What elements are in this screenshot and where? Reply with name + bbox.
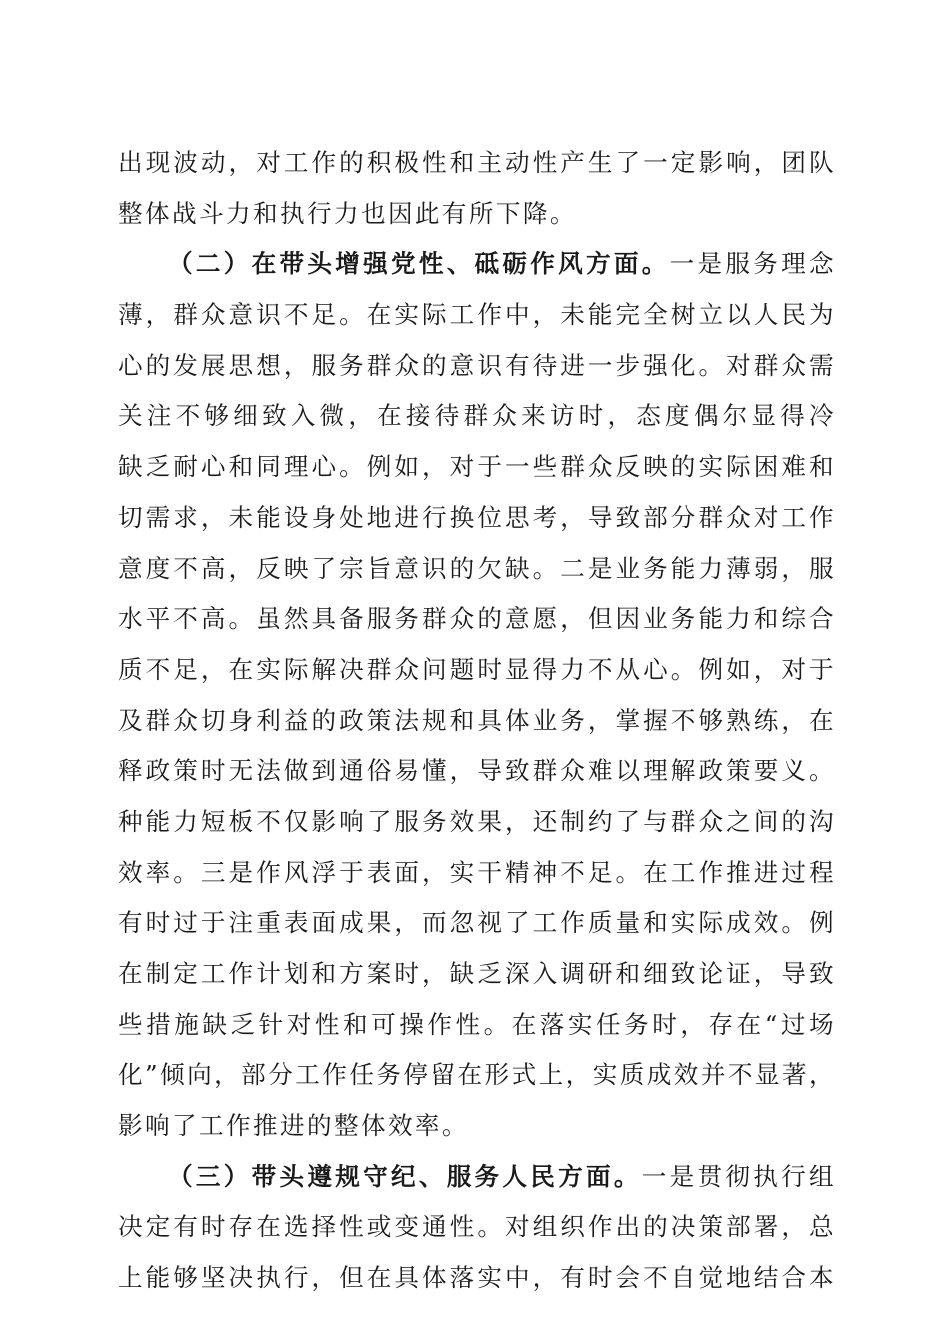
paragraph-line: 种能力短板不仅影响了服务效果，还制约了与群众之间的沟 [118,806,836,836]
paragraph-line: 及群众切身利益的政策法规和具体业务，掌握不够熟练，在 [118,705,836,735]
paragraph-line: 上能够坚决执行，但在具体落实中，有时会不自觉地结合本 [118,1263,836,1293]
paragraph-line: 效率。三是作风浮于表面，实干精神不足。在工作推进过程 [118,857,836,887]
paragraph-line: 释政策时无法做到通俗易懂，导致群众难以理解政策要义。 [118,756,836,786]
paragraph-line: 关注不够细致入微，在接待群众来访时，态度偶尔显得冷 [118,401,836,431]
paragraph-line-start: 一是贯彻执行组 [641,1161,836,1191]
paragraph-line: 心的发展思想，服务群众的意识有待进一步强化。对群众需 [118,350,836,380]
paragraph-line: 整体战斗力和执行力也因此有所下降。 [118,198,577,228]
paragraph-line: 出现波动，对工作的积极性和主动性产生了一定影响，团队 [118,148,836,177]
paragraph-line: 缺乏耐心和同理心。例如，对于一些群众反映的实际困难和 [118,452,836,482]
section-heading-line [118,1152,836,1203]
paragraph-line: 切需求，未能设身处地进行换位思考，导致部分群众对工作 [118,502,836,532]
paragraph-line: 在制定工作计划和方案时，缺乏深入调研和细致论证，导致 [118,959,836,988]
document-body [118,138,836,1304]
section-heading-2: （二）在带头增强党性、砥砺作风方面。 [168,249,670,279]
paragraph-line: 意度不高，反映了宗旨意识的欠缺。二是业务能力薄弱，服 [118,553,836,583]
section-heading-3: （三）带头遵规守纪、服务人民方面。 [168,1161,642,1191]
paragraph-line: 决定有时存在选择性或变通性。对组织作出的决策部署，总 [118,1212,836,1242]
paragraph-line: 薄，群众意识不足。在实际工作中，未能完全树立以人民为 [118,300,836,330]
paragraph-line-start: 一是服务理念 [669,249,836,279]
paragraph-line: 质不足，在实际解决群众问题时显得力不从心。例如，对于 [118,654,836,684]
paragraph-line: 些措施缺乏针对性和可操作性。在落实任务时，存在“过场 [118,1009,836,1039]
paragraph-line: 化”倾向，部分工作任务停留在形式上，实质成效并不显著， [118,1060,836,1090]
section-heading-line [118,239,836,290]
paragraph-line: 水平不高。虽然具备服务群众的意愿，但因业务能力和综合 [118,604,836,634]
paragraph-line: 有时过于注重表面成果，而忽视了工作质量和实际成效。例 [118,908,836,938]
paragraph-line: 影响了工作推进的整体效率。 [118,1111,469,1141]
